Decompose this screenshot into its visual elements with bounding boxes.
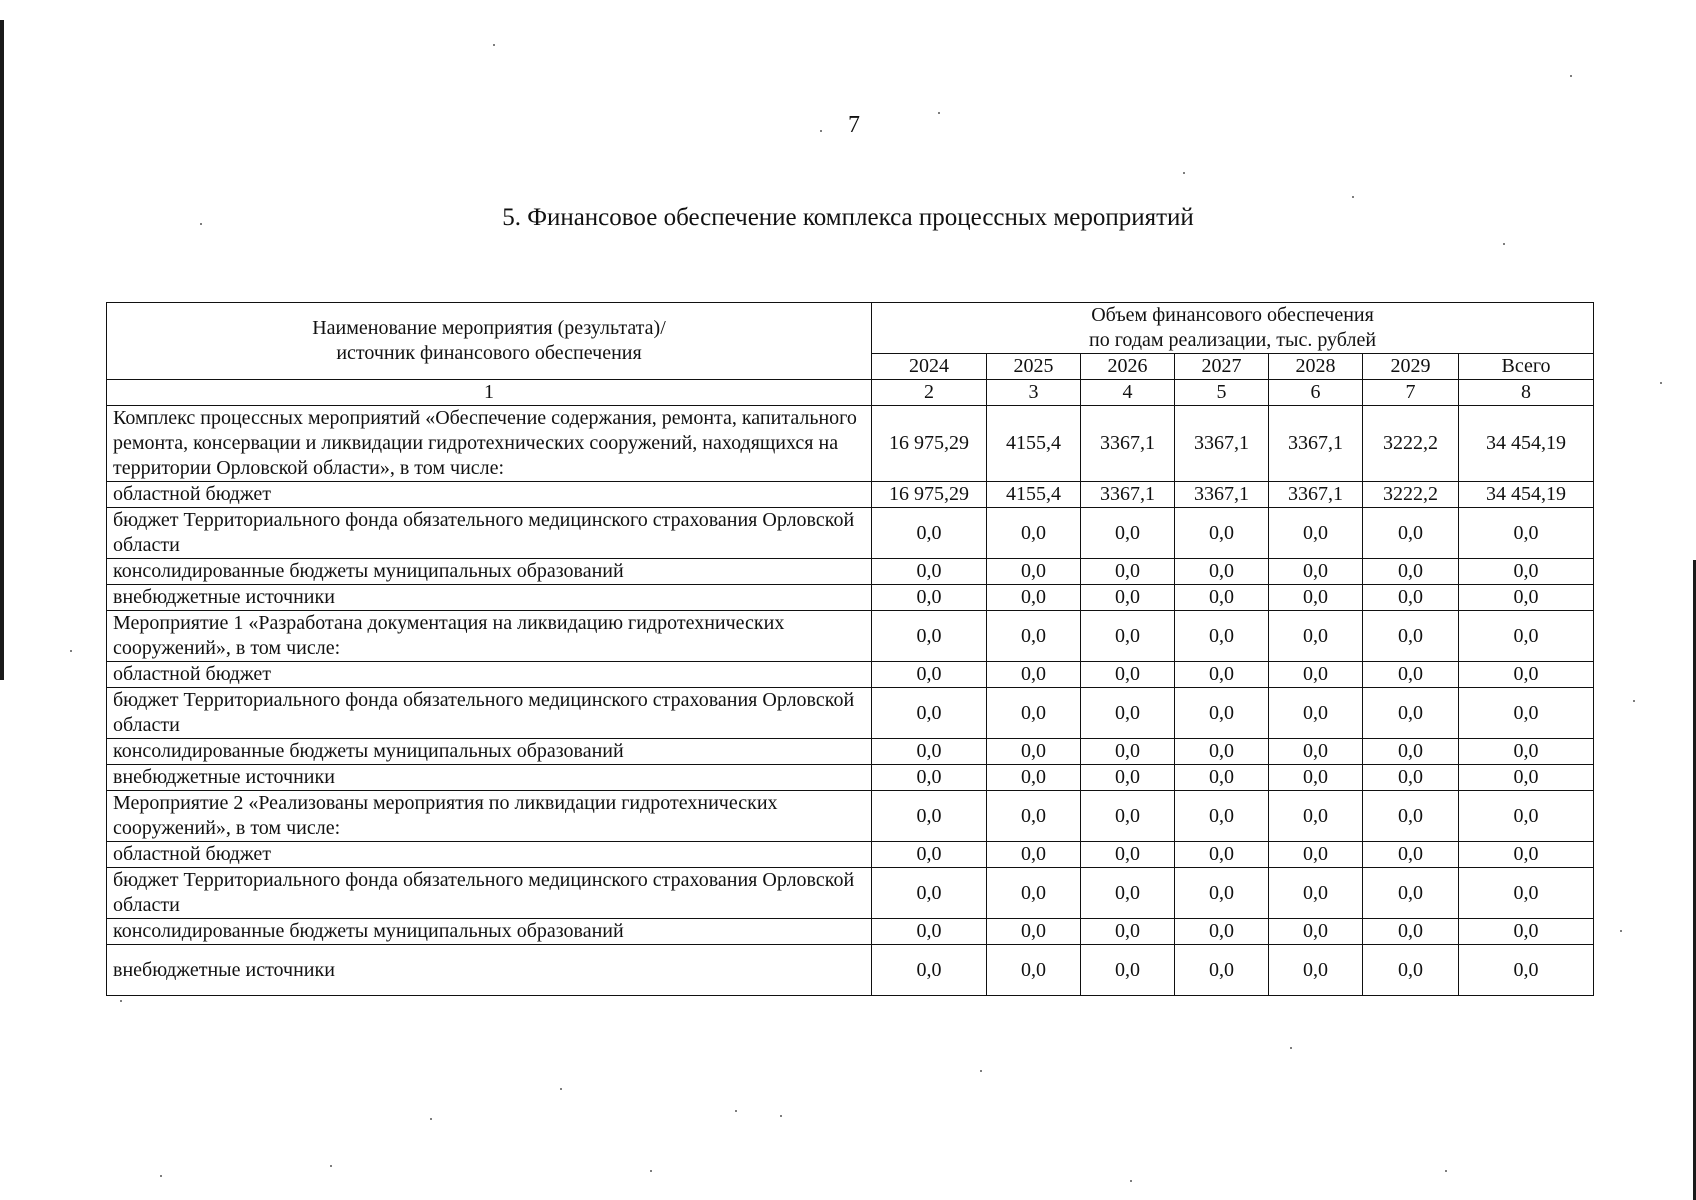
row-name: внебюджетные источники <box>107 765 872 791</box>
table-row <box>107 842 1594 868</box>
speck <box>1290 1047 1292 1049</box>
row-year-value: 0,0 <box>1081 611 1175 662</box>
col-number: 5 <box>1175 380 1269 406</box>
speck <box>650 1170 652 1172</box>
row-year-value: 0,0 <box>1081 868 1175 919</box>
row-year-value: 0,0 <box>1363 842 1459 868</box>
row-name: бюджет Территориального фонда обязательного медицинского страхования Орловской области <box>107 868 872 919</box>
col-number: 1 <box>107 380 872 406</box>
table-row <box>107 508 1594 559</box>
table-row <box>107 585 1594 611</box>
row-year-value: 16 975,29 <box>872 482 987 508</box>
row-year-value: 0,0 <box>1363 611 1459 662</box>
row-year-value: 4155,4 <box>987 406 1081 482</box>
row-name: областной бюджет <box>107 482 872 508</box>
row-year-value: 3367,1 <box>1269 482 1363 508</box>
row-name: внебюджетные источники <box>107 945 872 996</box>
speck <box>160 1175 162 1177</box>
row-total-value: 0,0 <box>1459 662 1594 688</box>
row-year-value: 0,0 <box>1175 868 1269 919</box>
speck <box>200 223 202 225</box>
row-year-value: 0,0 <box>872 842 987 868</box>
row-year-value: 0,0 <box>1081 508 1175 559</box>
row-year-value: 3367,1 <box>1175 406 1269 482</box>
row-year-value: 0,0 <box>1269 842 1363 868</box>
speck <box>560 1088 562 1090</box>
row-year-value: 0,0 <box>872 945 987 996</box>
row-year-value: 0,0 <box>872 688 987 739</box>
row-year-value: 0,0 <box>987 508 1081 559</box>
row-total-value: 0,0 <box>1459 945 1594 996</box>
col-number: 4 <box>1081 380 1175 406</box>
row-year-value: 0,0 <box>872 585 987 611</box>
row-year-value: 3367,1 <box>1175 482 1269 508</box>
row-total-value: 0,0 <box>1459 919 1594 945</box>
table-row <box>107 662 1594 688</box>
row-name: Мероприятие 2 «Реализованы мероприятия по ликвидации гидротехнических сооружений», в том числе: <box>107 791 872 842</box>
row-year-value: 0,0 <box>987 945 1081 996</box>
header-year: 2027 <box>1175 354 1269 380</box>
row-year-value: 0,0 <box>1081 688 1175 739</box>
row-year-value: 0,0 <box>1081 791 1175 842</box>
row-year-value: 0,0 <box>1269 611 1363 662</box>
header-year: 2024 <box>872 354 987 380</box>
table-row <box>107 482 1594 508</box>
row-year-value: 0,0 <box>872 559 987 585</box>
row-year-value: 0,0 <box>1363 559 1459 585</box>
header-volume-line2: по годам реализации, тыс. рублей <box>1088 329 1377 351</box>
header-row-col-numbers <box>107 380 1594 406</box>
row-year-value: 3367,1 <box>1269 406 1363 482</box>
row-total-value: 0,0 <box>1459 791 1594 842</box>
row-total-value: 0,0 <box>1459 585 1594 611</box>
row-year-value: 0,0 <box>1363 945 1459 996</box>
row-year-value: 0,0 <box>1269 688 1363 739</box>
col-number: 7 <box>1363 380 1459 406</box>
row-name: областной бюджет <box>107 842 872 868</box>
row-year-value: 3222,2 <box>1363 482 1459 508</box>
row-year-value: 0,0 <box>872 791 987 842</box>
row-year-value: 0,0 <box>987 765 1081 791</box>
financing-table <box>106 302 1594 996</box>
row-name: консолидированные бюджеты муниципальных образований <box>107 739 872 765</box>
row-total-value: 34 454,19 <box>1459 482 1594 508</box>
row-year-value: 0,0 <box>1175 688 1269 739</box>
row-year-value: 0,0 <box>1363 662 1459 688</box>
speck <box>1660 382 1662 384</box>
row-year-value: 0,0 <box>1269 791 1363 842</box>
speck <box>820 130 822 132</box>
header-name-column <box>107 303 872 380</box>
row-total-value: 0,0 <box>1459 868 1594 919</box>
col-number: 6 <box>1269 380 1363 406</box>
row-year-value: 0,0 <box>1363 868 1459 919</box>
row-year-value: 0,0 <box>1175 765 1269 791</box>
speck <box>1620 930 1622 932</box>
row-year-value: 0,0 <box>872 868 987 919</box>
header-total: Всего <box>1459 354 1594 380</box>
row-year-value: 3367,1 <box>1081 406 1175 482</box>
table-row <box>107 406 1594 482</box>
row-total-value: 34 454,19 <box>1459 406 1594 482</box>
speck <box>1445 1170 1447 1172</box>
row-name: бюджет Территориального фонда обязательного медицинского страхования Орловской области <box>107 508 872 559</box>
header-year: 2026 <box>1081 354 1175 380</box>
row-year-value: 0,0 <box>987 611 1081 662</box>
row-year-value: 0,0 <box>1081 662 1175 688</box>
scan-edge-left <box>0 20 4 680</box>
col-number: 2 <box>872 380 987 406</box>
row-name: консолидированные бюджеты муниципальных образований <box>107 559 872 585</box>
row-name: Мероприятие 1 «Разработана документация на ликвидацию гидротехнических сооружений», в том числе: <box>107 611 872 662</box>
speck <box>1130 1180 1132 1182</box>
speck <box>120 1000 122 1002</box>
row-year-value: 0,0 <box>1081 765 1175 791</box>
row-year-value: 0,0 <box>1363 508 1459 559</box>
row-year-value: 0,0 <box>1175 585 1269 611</box>
table-row <box>107 868 1594 919</box>
speck <box>70 650 72 652</box>
row-year-value: 0,0 <box>1363 585 1459 611</box>
speck <box>1570 75 1572 77</box>
row-year-value: 0,0 <box>1269 765 1363 791</box>
row-year-value: 0,0 <box>1269 585 1363 611</box>
speck <box>938 112 940 114</box>
page-number: 7 <box>848 112 860 138</box>
row-year-value: 0,0 <box>1175 611 1269 662</box>
table-body <box>107 406 1594 996</box>
table-row <box>107 559 1594 585</box>
speck <box>1183 172 1185 174</box>
table-row <box>107 765 1594 791</box>
row-year-value: 0,0 <box>987 559 1081 585</box>
speck <box>780 1115 782 1117</box>
row-year-value: 0,0 <box>1175 662 1269 688</box>
row-year-value: 0,0 <box>987 919 1081 945</box>
speck <box>1503 243 1505 245</box>
row-year-value: 0,0 <box>1175 791 1269 842</box>
row-year-value: 4155,4 <box>987 482 1081 508</box>
speck <box>330 1165 332 1167</box>
speck <box>1352 196 1354 198</box>
row-year-value: 0,0 <box>987 868 1081 919</box>
row-year-value: 0,0 <box>872 739 987 765</box>
table-row <box>107 945 1594 996</box>
speck <box>430 1118 432 1120</box>
row-name: бюджет Территориального фонда обязательного медицинского страхования Орловской области <box>107 688 872 739</box>
row-year-value: 0,0 <box>1175 945 1269 996</box>
row-year-value: 0,0 <box>1269 662 1363 688</box>
speck <box>1633 700 1635 702</box>
row-year-value: 0,0 <box>1175 739 1269 765</box>
speck <box>493 44 495 46</box>
document-title: 5. Финансовое обеспечение комплекса процессных мероприятий <box>502 204 1194 231</box>
row-year-value: 0,0 <box>987 688 1081 739</box>
row-year-value: 0,0 <box>987 662 1081 688</box>
speck <box>735 1110 737 1112</box>
row-year-value: 3367,1 <box>1081 482 1175 508</box>
row-year-value: 0,0 <box>1175 559 1269 585</box>
header-name-line2: источник финансового обеспечения <box>336 342 642 364</box>
row-total-value: 0,0 <box>1459 611 1594 662</box>
header-row-main <box>107 303 1594 354</box>
header-volume-line1: Объем финансового обеспечения <box>1091 304 1374 326</box>
row-name: консолидированные бюджеты муниципальных образований <box>107 919 872 945</box>
table-row <box>107 919 1594 945</box>
row-year-value: 0,0 <box>1081 585 1175 611</box>
row-year-value: 0,0 <box>1363 765 1459 791</box>
row-year-value: 0,0 <box>1175 919 1269 945</box>
row-year-value: 0,0 <box>1269 559 1363 585</box>
row-year-value: 0,0 <box>1081 739 1175 765</box>
row-total-value: 0,0 <box>1459 688 1594 739</box>
header-volume <box>872 303 1594 354</box>
row-year-value: 0,0 <box>872 919 987 945</box>
row-year-value: 0,0 <box>1175 508 1269 559</box>
row-total-value: 0,0 <box>1459 739 1594 765</box>
table-row <box>107 739 1594 765</box>
header-year: 2028 <box>1269 354 1363 380</box>
row-name: Комплекс процессных мероприятий «Обеспечение содержания, ремонта, капитального ремонта, консервации и ликвидации гидротехнических сооружений, находящихся на территории Орловской области», в том числе: <box>107 406 872 482</box>
row-year-value: 0,0 <box>987 585 1081 611</box>
row-year-value: 16 975,29 <box>872 406 987 482</box>
row-total-value: 0,0 <box>1459 559 1594 585</box>
row-year-value: 0,0 <box>1269 919 1363 945</box>
row-year-value: 0,0 <box>1269 739 1363 765</box>
row-year-value: 0,0 <box>1363 791 1459 842</box>
row-year-value: 0,0 <box>1175 842 1269 868</box>
row-year-value: 0,0 <box>1269 508 1363 559</box>
row-year-value: 0,0 <box>872 765 987 791</box>
row-year-value: 0,0 <box>1081 945 1175 996</box>
row-year-value: 0,0 <box>1269 945 1363 996</box>
row-year-value: 0,0 <box>987 791 1081 842</box>
header-year: 2025 <box>987 354 1081 380</box>
table-row <box>107 611 1594 662</box>
col-number: 3 <box>987 380 1081 406</box>
speck <box>980 1070 982 1072</box>
row-total-value: 0,0 <box>1459 765 1594 791</box>
row-name: областной бюджет <box>107 662 872 688</box>
header-name-line1: Наименование мероприятия (результата)/ <box>312 317 666 339</box>
table-row <box>107 791 1594 842</box>
row-year-value: 0,0 <box>987 739 1081 765</box>
col-number: 8 <box>1459 380 1594 406</box>
row-total-value: 0,0 <box>1459 508 1594 559</box>
row-year-value: 0,0 <box>1269 868 1363 919</box>
header-year: 2029 <box>1363 354 1459 380</box>
row-year-value: 0,0 <box>872 662 987 688</box>
row-year-value: 0,0 <box>872 611 987 662</box>
row-name: внебюджетные источники <box>107 585 872 611</box>
row-year-value: 0,0 <box>1081 919 1175 945</box>
row-year-value: 0,0 <box>872 508 987 559</box>
row-year-value: 3222,2 <box>1363 406 1459 482</box>
row-year-value: 0,0 <box>1363 688 1459 739</box>
row-year-value: 0,0 <box>1363 739 1459 765</box>
table-row <box>107 688 1594 739</box>
row-total-value: 0,0 <box>1459 842 1594 868</box>
row-year-value: 0,0 <box>1081 559 1175 585</box>
row-year-value: 0,0 <box>1081 842 1175 868</box>
row-year-value: 0,0 <box>987 842 1081 868</box>
row-year-value: 0,0 <box>1363 919 1459 945</box>
